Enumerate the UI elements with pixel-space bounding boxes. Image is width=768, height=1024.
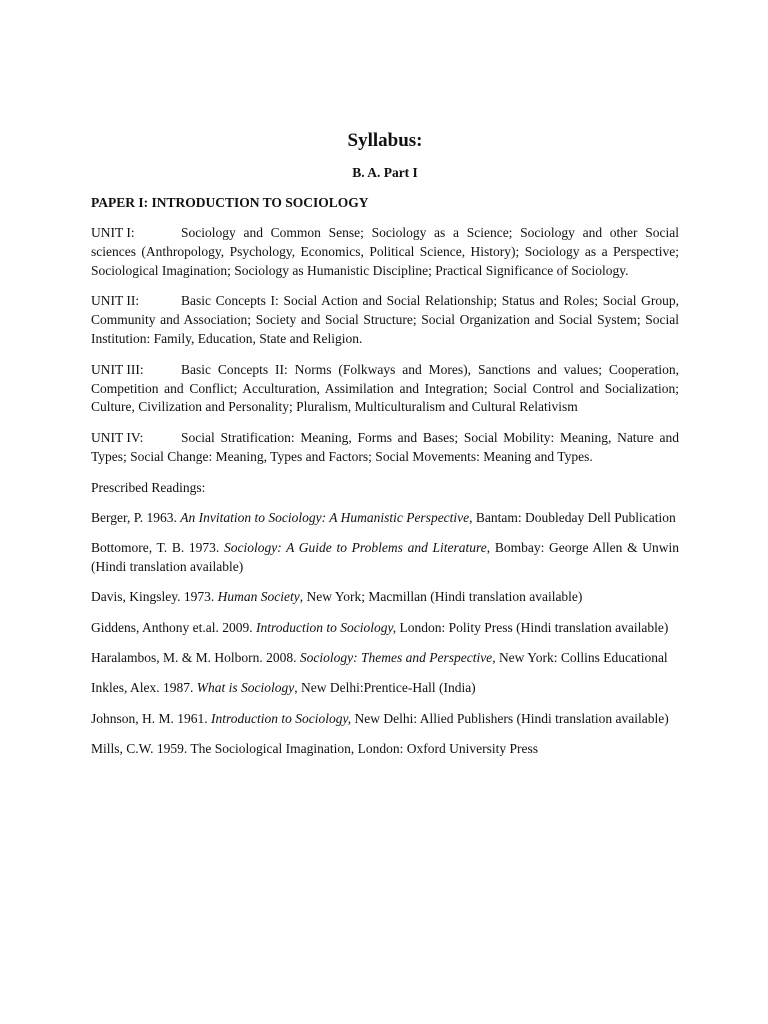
reading-author-year: Johnson, H. M. 1961. [91,710,212,726]
reading-publisher: , New York; Macmillan (Hindi translation available) [299,589,583,605]
paper-heading: PAPER I: INTRODUCTION TO SOCIOLOGY [91,195,369,210]
unit-label: UNIT I: [91,225,135,240]
unit-section [91,361,679,417]
prescribed-readings-heading: Prescribed Readings: [91,479,206,495]
reading-author-year: Berger, P. 1963. [91,510,181,526]
unit-section [91,224,679,280]
course-subtitle: B. A. Part I [352,165,418,180]
reading-publisher: New Delhi: Allied Publishers (Hindi translation available) [351,710,669,726]
reading-entry [91,539,679,577]
reading-publisher: , New Delhi:Prentice-Hall (India) [294,680,476,696]
unit-text: Social Stratification: Meaning, Forms and Bases; Social Mobility: Meaning, Nature and Types; Social Change: Meaning, Types and Factors; Social Movements: Meaning and Types. [91,430,679,464]
page-title: Syllabus: [347,130,423,151]
reading-entry [91,619,679,638]
unit-label: UNIT III: [91,361,144,377]
unit-text: Basic Concepts I: Social Action and Social Relationship; Status and Roles; Social Group, Community and Association; Society and Social Structure; Social Organization and Social System; Social Institution: Family, Education, State and Religion. [91,293,679,346]
unit-label: UNIT IV: [91,430,144,446]
reading-entry [91,649,679,668]
unit-section [91,292,679,348]
reading-entry [91,509,679,528]
reading-title: Introduction to Sociology, [211,710,352,726]
reading-title: Introduction to Sociology, [256,619,397,635]
reading-author-year: Bottomore, T. B. 1973. [91,540,224,556]
unit-text: Sociology and Common Sense; Sociology as a Science; Sociology and other Social sciences (Anthropology, Psychology, Economics, Political Science, History); Sociology as a Perspective; Sociological Imagination; Sociology as Humanistic Discipline; Practical Significance of Sociology. [91,225,679,278]
reading-entry [91,588,679,607]
reading-entry [91,679,679,698]
reading-title: Sociology: Themes and Perspective [299,650,493,666]
reading-title: What is Sociology [196,680,295,696]
reading-entry [91,740,679,759]
reading-author-year: Inkles, Alex. 1987. [91,680,197,696]
reading-entry [91,710,679,729]
reading-author-year: Mills, C.W. 1959. The Sociological Imagination, London: Oxford University Press [91,740,538,756]
reading-author-year: Davis, Kingsley. 1973. [91,589,218,605]
reading-title: Sociology: A Guide to Problems and Literature [223,540,487,556]
unit-section [91,429,679,467]
reading-title: An Invitation to Sociology: A Humanistic Perspective [180,510,470,526]
reading-publisher: London: Polity Press (Hindi translation available) [396,619,669,635]
unit-text: Basic Concepts II: Norms (Folkways and Mores), Sanctions and values; Cooperation, Competition and Conflict; Acculturation, Assimilation and Integration; Social Control and Socialization; Culture, Civilization and Personality; Pluralism, Multiculturalism and Cultural Relativism [91,361,679,415]
reading-publisher: , New York: Collins Educational [492,650,668,666]
reading-author-year: Giddens, Anthony et.al. 2009. [91,619,256,635]
reading-title: Human Society [217,589,300,605]
unit-label: UNIT II: [91,293,140,309]
syllabus-page [91,128,679,759]
reading-author-year: Haralambos, M. & M. Holborn. 2008. [91,650,300,666]
reading-publisher: , Bantam: Doubleday Dell Publication [469,510,676,526]
reading-publisher: , Bombay: George Allen & Unwin (Hindi translation available) [91,540,680,575]
